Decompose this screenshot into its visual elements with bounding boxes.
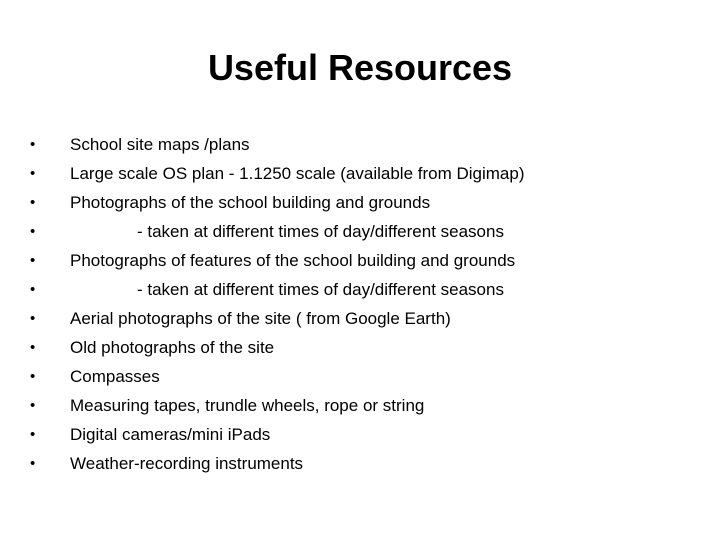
bullet-icon: • (30, 368, 36, 385)
bullet-list (30, 130, 700, 478)
list-item-text: Weather-recording instruments (70, 454, 304, 473)
list-item (30, 362, 700, 391)
list-item (30, 217, 700, 246)
slide-title: Useful Resources (207, 47, 513, 88)
bullet-icon: • (30, 426, 36, 443)
list-item-text: Large scale OS plan - 1.1250 scale (available from Digimap) (70, 164, 525, 183)
list-item-text: Photographs of the school building and grounds (70, 193, 431, 212)
list-item-text: - taken at different times of day/different seasons (137, 280, 504, 299)
list-item-text: Old photographs of the site (70, 338, 275, 357)
bullet-icon: • (30, 252, 36, 269)
list-item-text: School site maps /plans (70, 135, 250, 154)
list-item-text: Compasses (70, 367, 160, 386)
list-item (30, 449, 700, 478)
list-item-text: Digital cameras/mini iPads (70, 425, 271, 444)
list-item-text: Photographs of features of the school building and grounds (70, 251, 516, 270)
bullet-icon: • (30, 339, 36, 356)
bullet-icon: • (30, 165, 36, 182)
list-item (30, 246, 700, 275)
bullet-icon: • (30, 281, 36, 298)
list-item (30, 304, 700, 333)
bullet-icon: • (30, 397, 36, 414)
list-item (30, 420, 700, 449)
list-item (30, 130, 700, 159)
list-item (30, 159, 700, 188)
list-item-text: - taken at different times of day/different seasons (137, 222, 504, 241)
list-item (30, 333, 700, 362)
list-item-text: Aerial photographs of the site ( from Google Earth) (70, 309, 451, 328)
list-item (30, 391, 700, 420)
bullet-icon: • (30, 136, 36, 153)
bullet-icon: • (30, 194, 36, 211)
list-item (30, 188, 700, 217)
bullet-icon: • (30, 455, 36, 472)
bullet-icon: • (30, 223, 36, 240)
list-item (30, 275, 700, 304)
bullet-icon: • (30, 310, 36, 327)
list-item-text: Measuring tapes, trundle wheels, rope or string (70, 396, 425, 415)
